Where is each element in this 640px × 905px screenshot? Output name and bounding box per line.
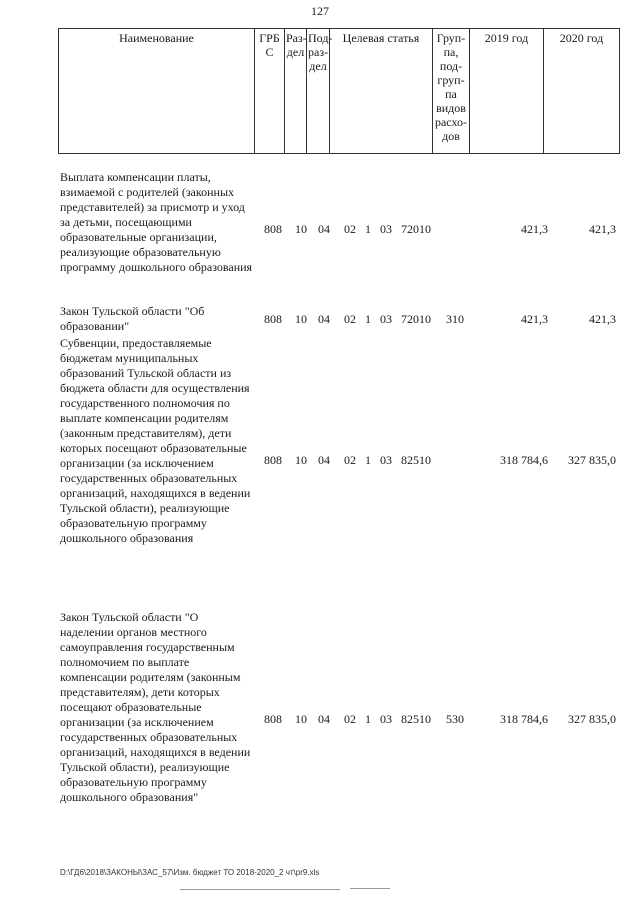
row-name: Выплата компенсации платы, взимаемой с родителей (законных представителей) за присмотр и уход за детьми, посещающими образовательные организации, реализующие образовательную программу дошкольного образования: [60, 170, 253, 274]
row-value-2019: 421,3: [521, 312, 548, 326]
row-expense-type: 310: [446, 312, 464, 326]
header-target-article: Целевая статья: [330, 29, 433, 154]
row-razdel: 10: [295, 712, 307, 726]
scan-artifact-line: [350, 888, 390, 889]
row-subprogram: 1: [365, 222, 371, 236]
page-number: 127: [311, 4, 329, 18]
row-value-2019: 318 784,6: [500, 712, 548, 726]
row-program: 02: [344, 712, 356, 726]
row-program: 02: [344, 222, 356, 236]
row-value-2020: 327 835,0: [568, 453, 616, 467]
row-grbs: 808: [264, 712, 282, 726]
row-name: Субвенции, предоставляемые бюджетам муниципальных образований Тульской области из бюджета области для осуществления государственного полномочия по выплате компенсации родителям (законным представителям), дети которых посещают образовательные организации (за исключением государственных образовательных организаций, находящихся в ведении Тульской области), реализующие образовательную программу дошкольного образования: [60, 336, 251, 545]
row-value-2019: 318 784,6: [500, 453, 548, 467]
header-name: Наименование: [59, 29, 255, 154]
table-header: [58, 28, 620, 154]
header-grbs: ГРБ С: [255, 29, 285, 154]
row-direction: 82510: [401, 712, 431, 726]
row-grbs: 808: [264, 222, 282, 236]
row-value-2020: 421,3: [589, 312, 616, 326]
row-main-activity: 03: [380, 222, 392, 236]
row-direction: 72010: [401, 312, 431, 326]
row-podrazdel: 04: [318, 222, 330, 236]
row-podrazdel: 04: [318, 453, 330, 467]
row-main-activity: 03: [380, 312, 392, 326]
footer-file-path: D:\ГД6\2018\ЗАКОНЫ\ЗАС_57\Изм. бюджет ТО 2018-2020_2 чт\pr9.xls: [60, 868, 320, 877]
row-grbs: 808: [264, 312, 282, 326]
row-value-2020: 421,3: [589, 222, 616, 236]
row-podrazdel: 04: [318, 712, 330, 726]
row-value-2020: 327 835,0: [568, 712, 616, 726]
row-razdel: 10: [295, 312, 307, 326]
row-direction: 72010: [401, 222, 431, 236]
header-expense-type: Груп-па, под-груп-па видов расхо-дов: [433, 29, 470, 154]
row-razdel: 10: [295, 222, 307, 236]
header-year-2019: 2019 год: [470, 29, 544, 154]
header-podrazdel: Под-раз-дел: [307, 29, 330, 154]
row-razdel: 10: [295, 453, 307, 467]
header-razdel: Раз-дел: [285, 29, 307, 154]
row-program: 02: [344, 312, 356, 326]
row-subprogram: 1: [365, 712, 371, 726]
row-program: 02: [344, 453, 356, 467]
row-name: Закон Тульской области "Об образовании": [60, 304, 205, 333]
row-subprogram: 1: [365, 312, 371, 326]
row-main-activity: 03: [380, 453, 392, 467]
row-direction: 82510: [401, 453, 431, 467]
row-main-activity: 03: [380, 712, 392, 726]
row-podrazdel: 04: [318, 312, 330, 326]
row-name: Закон Тульской области "О наделении органов местного самоуправления государственным полномочием по выплате компенсации родителям (законным представителям), дети которых посещают образовательные организации (за исключением государственных образовательных организаций, находящихся в ведении Тульской области), реализующие образовательную программу дошкольного образования": [60, 610, 251, 804]
row-subprogram: 1: [365, 453, 371, 467]
row-grbs: 808: [264, 453, 282, 467]
row-expense-type: 530: [446, 712, 464, 726]
scan-artifact-line: [180, 889, 340, 890]
row-value-2019: 421,3: [521, 222, 548, 236]
header-year-2020: 2020 год: [544, 29, 620, 154]
